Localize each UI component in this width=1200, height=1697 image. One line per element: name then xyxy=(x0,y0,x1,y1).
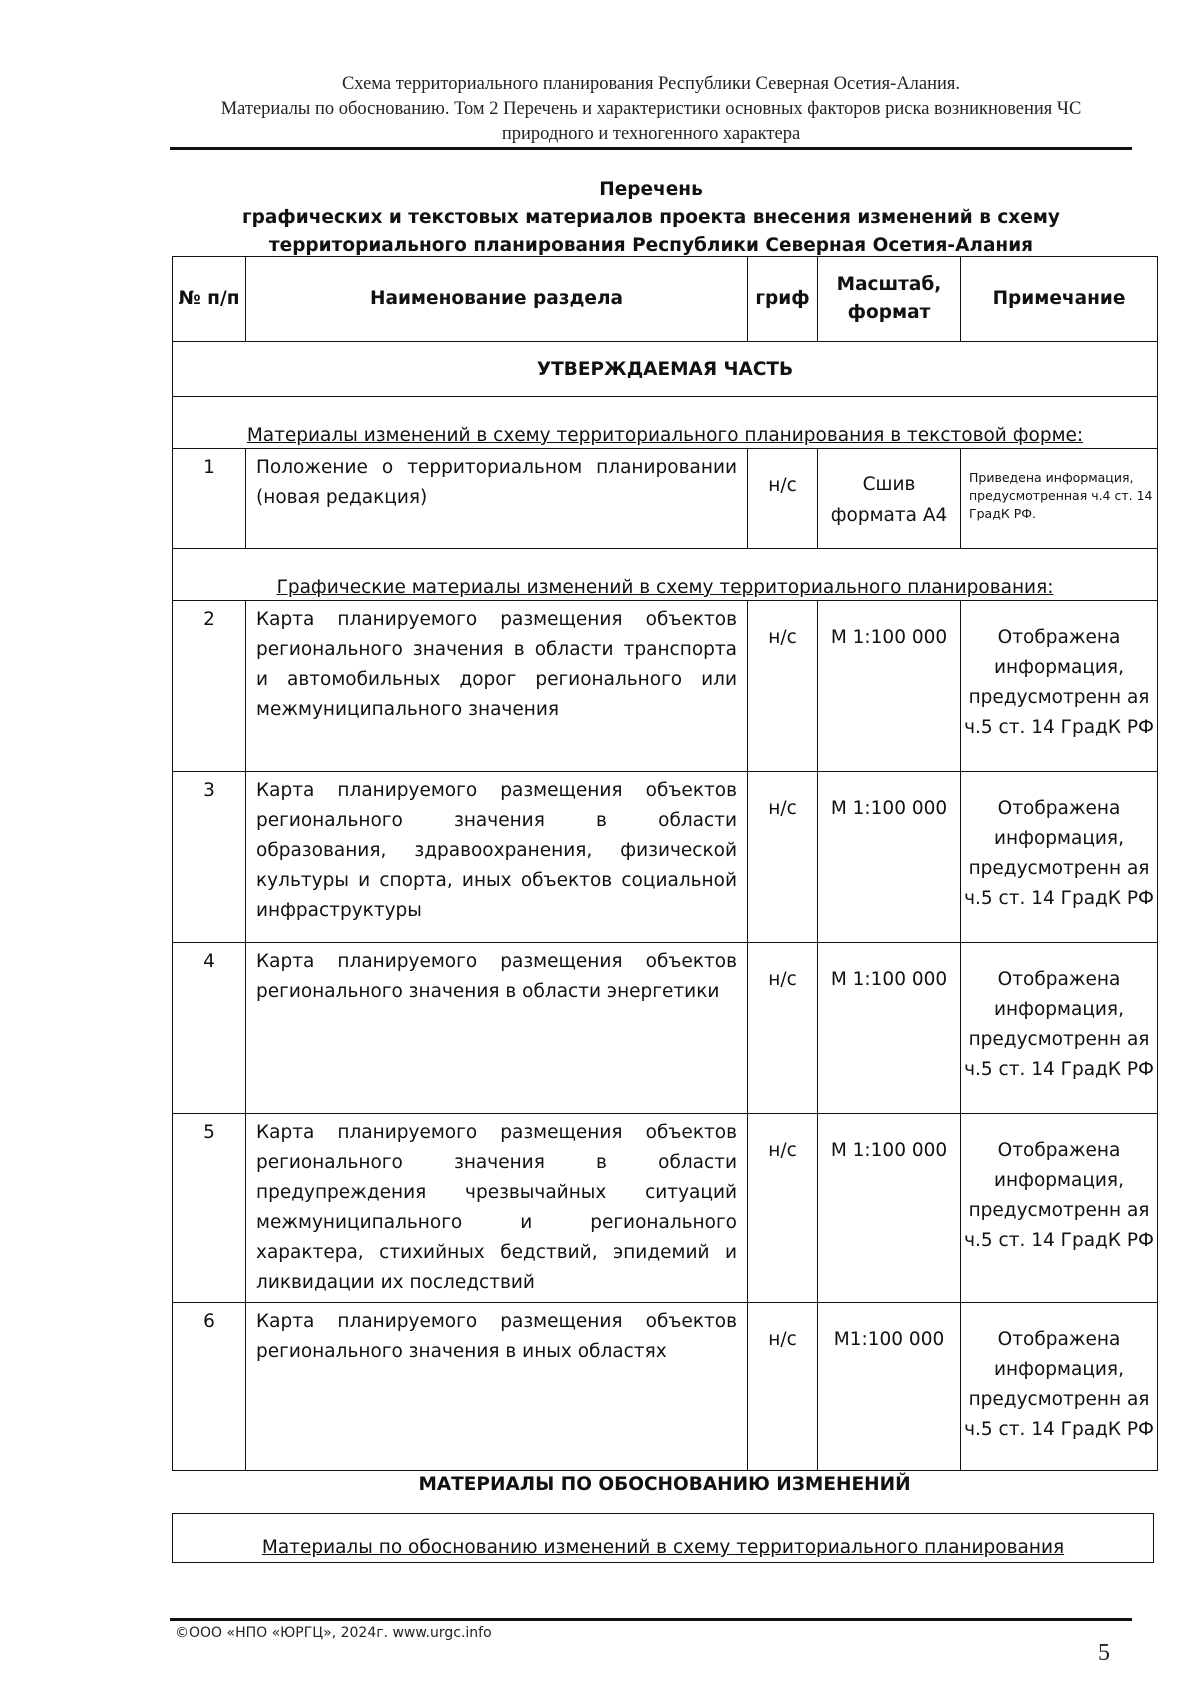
section-approved-title: УТВЕРЖДАЕМАЯ ЧАСТЬ xyxy=(173,342,1158,397)
table-row xyxy=(173,449,1158,549)
table-row xyxy=(173,601,1158,772)
footer-copyright: ©ООО «НПО «ЮРГЦ», 2024г. www.urgc.info xyxy=(175,1625,492,1641)
row-scale: М 1:100 000 xyxy=(818,601,961,772)
running-header-line-3: природного и техногенного характера xyxy=(501,124,801,144)
row-grif: н/с xyxy=(748,601,818,772)
row-scale: М 1:100 000 xyxy=(818,772,961,943)
row-grif: н/с xyxy=(748,772,818,943)
row-grif: н/с xyxy=(748,943,818,1114)
section-justification-box xyxy=(172,1513,1154,1563)
running-header-line-2: Материалы по обоснованию. Том 2 Перечень и характеристики основных факторов риска возникновения ЧС xyxy=(220,99,1082,119)
header-grif: гриф xyxy=(748,257,818,342)
header-name: Наименование раздела xyxy=(246,257,748,342)
running-header-line-1: Схема территориального планирования Республики Северная Осетия-Алания. xyxy=(341,74,961,94)
document-title-line-1: Перечень xyxy=(599,179,703,200)
row-scale: М 1:100 000 xyxy=(818,1114,961,1303)
row-num: 1 xyxy=(173,449,246,549)
page-number: 5 xyxy=(1098,1640,1110,1666)
section-justification-subhead: Материалы по обоснованию изменений в схему территориального планирования xyxy=(261,1537,1065,1558)
row-num: 2 xyxy=(173,601,246,772)
footer-divider xyxy=(170,1618,1132,1621)
running-header xyxy=(170,72,1132,147)
row-grif: н/с xyxy=(748,1303,818,1471)
row-scale: Сшив формата А4 xyxy=(818,449,961,549)
table-row xyxy=(173,943,1158,1114)
row-note: Приведена информация, предусмотренная ч.4 ст. 14 ГрадК РФ. xyxy=(961,449,1158,549)
row-name: Карта планируемого размещения объектов регионального значения в области транспорта и автомобильных дорог регионального или межмуниципального значения xyxy=(246,601,748,772)
row-note: Отображена информация, предусмотренн ая ч.5 ст. 14 ГрадК РФ xyxy=(961,1114,1158,1303)
table-row xyxy=(173,1303,1158,1471)
row-num: 5 xyxy=(173,1114,246,1303)
table-row xyxy=(173,772,1158,943)
row-name: Карта планируемого размещения объектов регионального значения в области образования, здравоохранения, физической культуры и спорта, иных объектов социальной инфраструктуры xyxy=(246,772,748,943)
header-num: № п/п xyxy=(173,257,246,342)
row-num: 4 xyxy=(173,943,246,1114)
row-name: Карта планируемого размещения объектов регионального значения в области энергетики xyxy=(246,943,748,1114)
row-num: 3 xyxy=(173,772,246,943)
document-title-line-3: территориального планирования Республики Северная Осетия-Алания xyxy=(268,235,1034,256)
table-header-row xyxy=(173,257,1158,342)
row-note: Отображена информация, предусмотренн ая ч.5 ст. 14 ГрадК РФ xyxy=(961,1303,1158,1471)
row-scale: М1:100 000 xyxy=(818,1303,961,1471)
row-name: Карта планируемого размещения объектов регионального значения в области предупреждения чрезвычайных ситуаций межмуниципального и регионального характера, стихийных бедствий, эпидемий и ликвидации их последствий xyxy=(246,1114,748,1303)
header-note: Примечание xyxy=(961,257,1158,342)
row-name: Карта планируемого размещения объектов регионального значения в иных областях xyxy=(246,1303,748,1471)
document-title xyxy=(170,176,1132,260)
section-justification-title: МАТЕРИАЛЫ ПО ОБОСНОВАНИЮ ИЗМЕНЕНИЙ xyxy=(418,1474,911,1495)
subhead-row-text xyxy=(173,397,1158,449)
row-grif: н/с xyxy=(748,1114,818,1303)
row-note: Отображена информация, предусмотренн ая ч.5 ст. 14 ГрадК РФ xyxy=(961,772,1158,943)
row-num: 6 xyxy=(173,1303,246,1471)
section-row-approved xyxy=(173,342,1158,397)
row-scale: М 1:100 000 xyxy=(818,943,961,1114)
subhead-text-materials: Материалы изменений в схему территориального планирования в текстовой форме: xyxy=(246,425,1084,446)
table-row xyxy=(173,1114,1158,1303)
row-grif: н/с xyxy=(748,449,818,549)
subhead-row-graphic xyxy=(173,549,1158,601)
subhead-graphic-materials: Графические материалы изменений в схему территориального планирования: xyxy=(276,577,1054,598)
document-title-line-2: графических и текстовых материалов проекта внесения изменений в схему xyxy=(242,207,1060,228)
materials-table xyxy=(172,256,1158,1471)
row-note: Отображена информация, предусмотренн ая ч.5 ст. 14 ГрадК РФ xyxy=(961,943,1158,1114)
row-note: Отображена информация, предусмотренн ая ч.5 ст. 14 ГрадК РФ xyxy=(961,601,1158,772)
row-name: Положение о территориальном планировании (новая редакция) xyxy=(246,449,748,549)
header-divider xyxy=(170,147,1132,150)
header-scale: Масштаб, формат xyxy=(818,257,961,342)
